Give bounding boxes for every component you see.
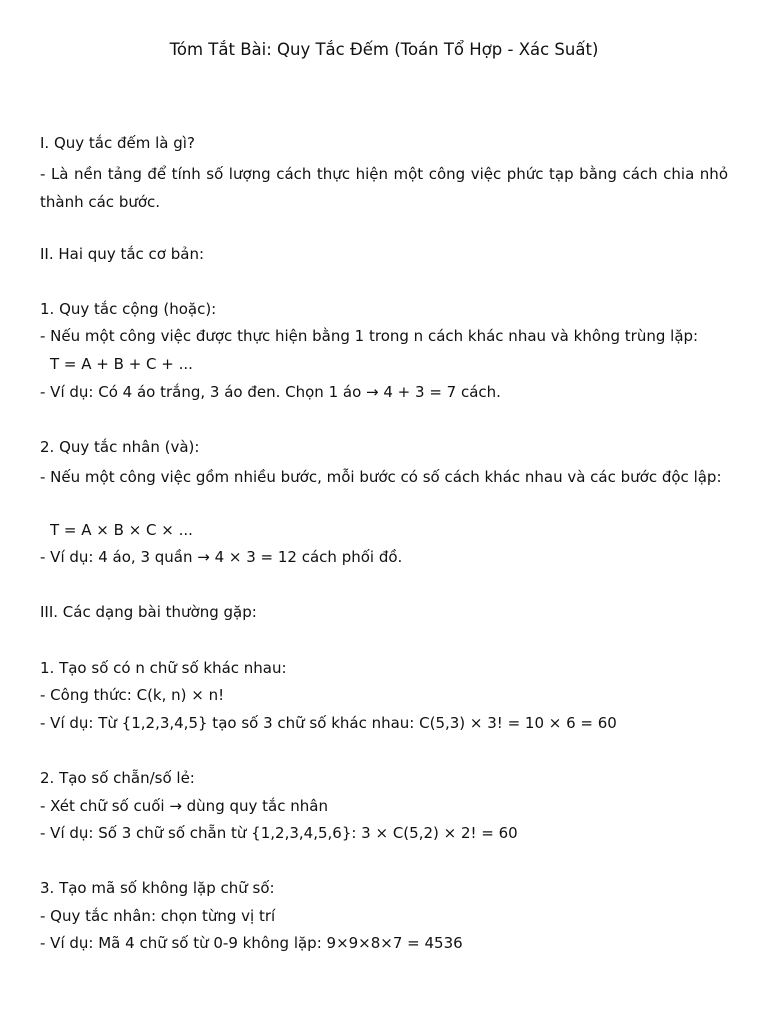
rule-add-formula: T = A + B + C + ... [50, 355, 193, 373]
rule-mul-example: - Ví dụ: 4 áo, 3 quần → 4 × 3 = 12 cách phối đồ. [40, 548, 403, 566]
section-3-heading: III. Các dạng bài thường gặp: [40, 603, 257, 621]
document-title: Tóm Tắt Bài: Quy Tắc Đếm (Toán Tổ Hợp - Xác Suất) [169, 40, 599, 59]
type-3-example: - Ví dụ: Mã 4 chữ số từ 0-9 không lặp: 9×9×8×7 = 4536 [40, 934, 463, 952]
type-3-method: - Quy tắc nhân: chọn từng vị trí [40, 907, 276, 925]
type-2-heading: 2. Tạo số chẵn/số lẻ: [40, 769, 195, 787]
type-1-example: - Ví dụ: Từ {1,2,3,4,5} tạo số 3 chữ số khác nhau: C(5,3) × 3! = 10 × 6 = 60 [40, 714, 617, 732]
section-2-heading: II. Hai quy tắc cơ bản: [40, 245, 205, 263]
rule-add-heading: 1. Quy tắc cộng (hoặc): [40, 300, 217, 318]
type-1-heading: 1. Tạo số có n chữ số khác nhau: [40, 659, 287, 677]
rule-mul-formula: T = A × B × C × ... [50, 521, 193, 539]
type-2-example: - Ví dụ: Số 3 chữ số chẵn từ {1,2,3,4,5,6}: 3 × C(5,2) × 2! = 60 [40, 824, 518, 842]
section-1-heading: I. Quy tắc đếm là gì? [40, 134, 195, 152]
rule-mul-description: - Nếu một công việc gồm nhiều bước, mỗi bước có số cách khác nhau và các bước độc lập: [40, 468, 722, 486]
section-1-definition: - Là nền tảng để tính số lượng cách thực hiện một công việc phức tạp bằng cách chia nhỏ thành các bước. [40, 165, 728, 211]
rule-mul-heading: 2. Quy tắc nhân (và): [40, 438, 200, 456]
type-2-method: - Xét chữ số cuối → dùng quy tắc nhân [40, 797, 328, 815]
type-3-heading: 3. Tạo mã số không lặp chữ số: [40, 879, 275, 897]
rule-add-example: - Ví dụ: Có 4 áo trắng, 3 áo đen. Chọn 1 áo → 4 + 3 = 7 cách. [40, 383, 501, 401]
rule-add-description: - Nếu một công việc được thực hiện bằng 1 trong n cách khác nhau và không trùng lặp: [40, 327, 699, 345]
type-1-formula: - Công thức: C(k, n) × n! [40, 686, 225, 704]
